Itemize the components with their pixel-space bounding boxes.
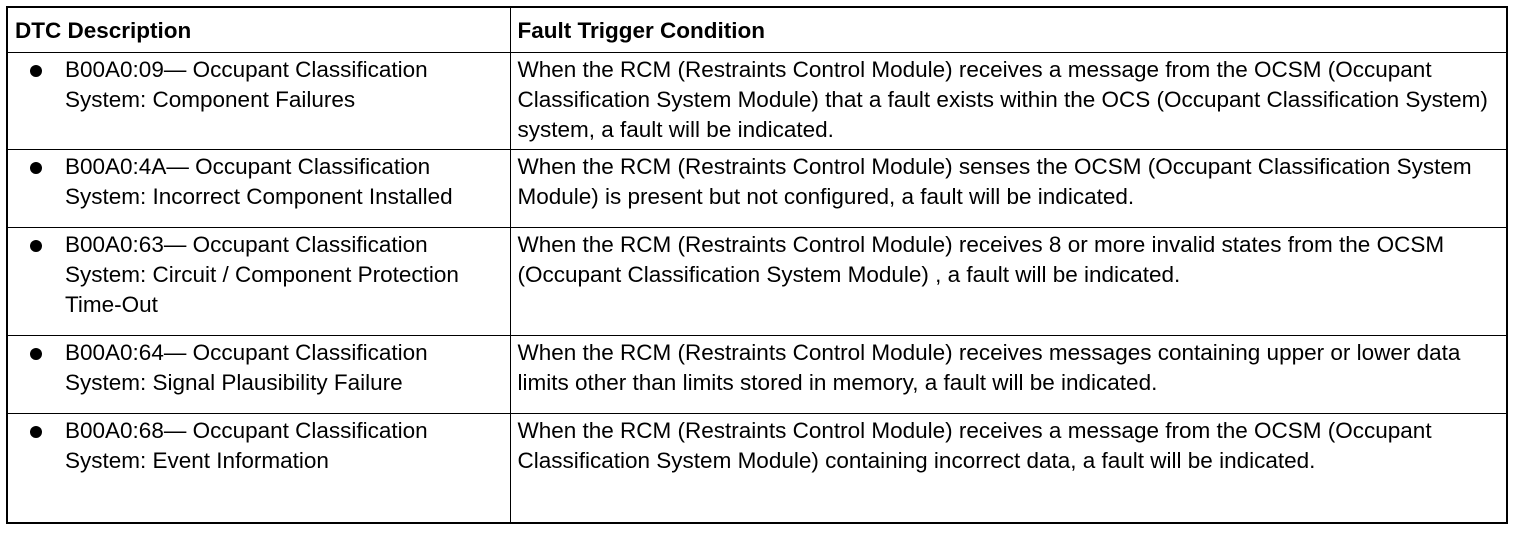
table-row — [7, 414, 1507, 523]
header-fault-trigger-condition: Fault Trigger Condition — [510, 7, 1507, 53]
dtc-description-text: B00A0:64— Occupant Classification System: Signal Plausibility Failure — [65, 340, 428, 395]
dtc-description-cell — [7, 414, 510, 523]
table-header-row — [7, 7, 1507, 53]
table-row — [7, 150, 1507, 228]
dtc-description-text: B00A0:09— Occupant Classification System: Component Failures — [65, 57, 428, 112]
fault-trigger-condition-cell: When the RCM (Restraints Control Module) receives messages containing upper or lower data limits other than limits stored in memory, a fault will be indicated. — [510, 336, 1507, 414]
fault-trigger-condition-cell: When the RCM (Restraints Control Module) receives a message from the OCSM (Occupant Classification System Module) containing incorrect data, a fault will be indicated. — [510, 414, 1507, 523]
fault-trigger-condition-cell: When the RCM (Restraints Control Module) receives a message from the OCSM (Occupant Classification System Module) that a fault exists within the OCS (Occupant Classification System) system, a fault will be indicated. — [510, 53, 1507, 150]
bullet-icon — [30, 348, 42, 360]
dtc-table — [6, 6, 1508, 524]
header-dtc-description: DTC Description — [7, 7, 510, 53]
dtc-description-cell — [7, 150, 510, 228]
dtc-description-text: B00A0:63— Occupant Classification System: Circuit / Component Protection Time-Out — [65, 232, 459, 317]
dtc-description-cell — [7, 336, 510, 414]
dtc-description-cell — [7, 53, 510, 150]
dtc-description-text: B00A0:68— Occupant Classification System: Event Information — [65, 418, 428, 473]
table-row — [7, 53, 1507, 150]
bullet-icon — [30, 65, 42, 77]
table-row — [7, 228, 1507, 336]
dtc-description-cell — [7, 228, 510, 336]
bullet-icon — [30, 240, 42, 252]
bullet-icon — [30, 426, 42, 438]
fault-trigger-condition-cell: When the RCM (Restraints Control Module) receives 8 or more invalid states from the OCSM (Occupant Classification System Module) , a fault will be indicated. — [510, 228, 1507, 336]
table-row — [7, 336, 1507, 414]
dtc-description-text: B00A0:4A— Occupant Classification System: Incorrect Component Installed — [65, 154, 453, 209]
fault-trigger-condition-cell: When the RCM (Restraints Control Module) senses the OCSM (Occupant Classification System Module) is present but not configured, a fault will be indicated. — [510, 150, 1507, 228]
bullet-icon — [30, 162, 42, 174]
